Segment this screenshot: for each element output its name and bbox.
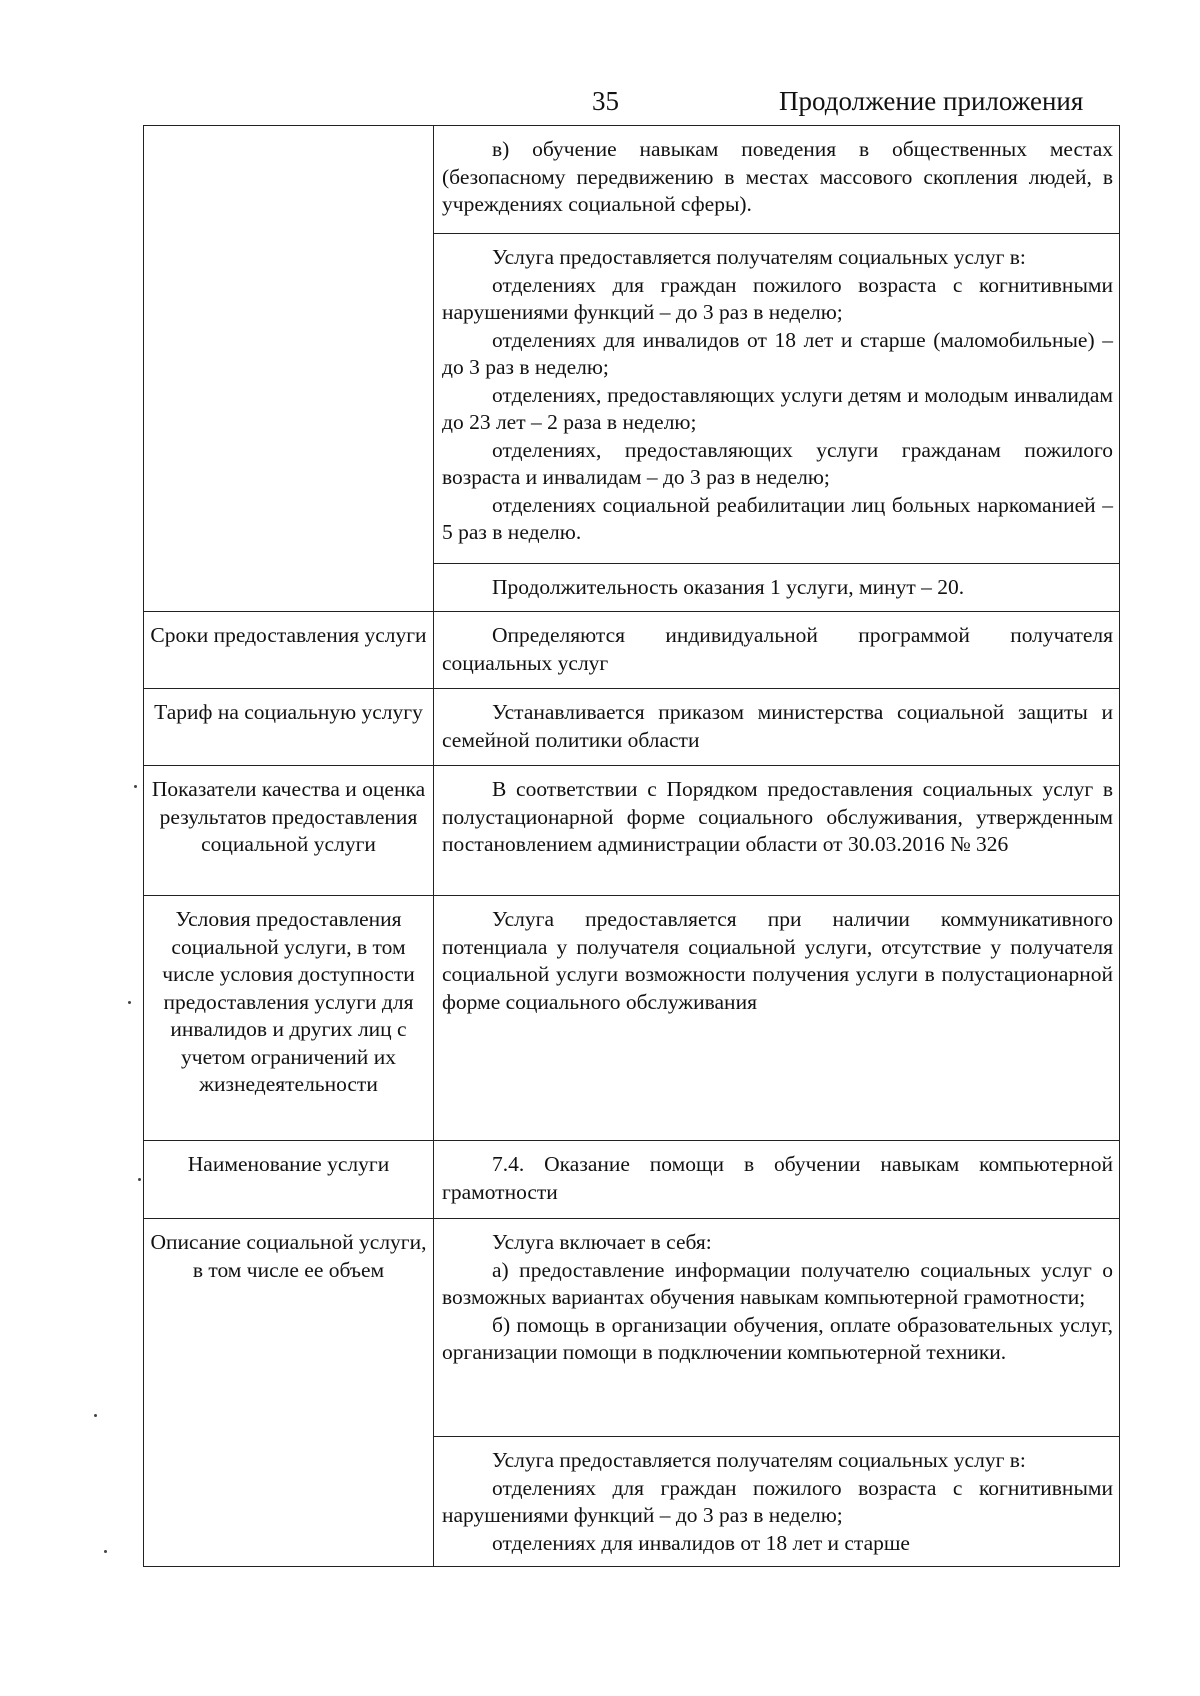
scan-speck bbox=[134, 785, 137, 788]
label-cell-empty bbox=[144, 126, 434, 612]
table-row bbox=[144, 766, 1120, 896]
table-row bbox=[144, 689, 1120, 766]
paragraph: отделениях социальной реабилитации лиц больных наркоманией – 5 раз в неделю. bbox=[442, 492, 1113, 544]
row-value: Услуга предоставляется при наличии коммуникативного потенциала у получателя социальной услуги, отсутствие у получателя социальной услуги возможности получения услуги в полустационарной форме социального обслуживания bbox=[442, 907, 1113, 1014]
row-value: Устанавливается приказом министерства социальной защиты и семейной политики области bbox=[442, 700, 1113, 752]
paragraph: отделениях, предоставляющих услуги детям и молодым инвалидам до 23 лет – 2 раза в неделю; bbox=[442, 382, 1113, 434]
paragraph: Услуга предоставляется получателям социальных услуг в: bbox=[492, 245, 1026, 269]
label-cell bbox=[144, 896, 434, 1141]
table-row bbox=[144, 126, 1120, 234]
value-cell bbox=[434, 612, 1120, 689]
value-cell bbox=[434, 1141, 1120, 1219]
services-table bbox=[143, 125, 1120, 1567]
row-label: Тариф на социальную услугу bbox=[154, 700, 423, 724]
row-value: В соответствии с Порядком предоставления социальных услуг в полустационарной форме социального обслуживания, утвержденным постановлением администрации области от 30.03.2016 № 326 bbox=[442, 777, 1113, 856]
paragraph: Услуга предоставляется получателям социальных услуг в: bbox=[492, 1448, 1026, 1472]
value-cell bbox=[434, 234, 1120, 564]
page-number: 35 bbox=[592, 86, 619, 116]
paragraph: Услуга включает в себя: bbox=[492, 1230, 712, 1254]
value-cell bbox=[434, 689, 1120, 766]
table-row bbox=[144, 896, 1120, 1141]
scan-speck bbox=[94, 1414, 97, 1417]
value-cell bbox=[434, 1219, 1120, 1437]
value-cell bbox=[434, 896, 1120, 1141]
label-cell bbox=[144, 689, 434, 766]
paragraph: в) обучение навыкам поведения в общественных местах (безопасному передвижению в местах массового скопления людей, в учреждениях социальной сферы). bbox=[442, 137, 1113, 216]
label-cell-description bbox=[144, 1219, 434, 1567]
row-label: Сроки предоставления услуги bbox=[150, 623, 427, 647]
page-continuation-label: Продолжение приложения bbox=[779, 86, 1084, 116]
paragraph: отделениях для инвалидов от 18 лет и старше (маломобильные) – до 3 раз в неделю; bbox=[442, 327, 1113, 379]
label-cell bbox=[144, 612, 434, 689]
paragraph: Продолжительность оказания 1 услуги, минут – 20. bbox=[492, 575, 965, 599]
scan-speck bbox=[138, 1178, 141, 1181]
scan-speck bbox=[128, 1001, 131, 1004]
value-cell bbox=[434, 766, 1120, 896]
paragraph: отделениях для инвалидов от 18 лет и старше bbox=[492, 1530, 910, 1555]
value-cell bbox=[434, 126, 1120, 234]
table-row bbox=[144, 1141, 1120, 1219]
value-cell bbox=[434, 564, 1120, 612]
label-cell bbox=[144, 1141, 434, 1219]
table-row bbox=[144, 1219, 1120, 1437]
row-label: Показатели качества и оценка результатов предоставления социальной услуги bbox=[151, 777, 426, 856]
paragraph: отделениях для граждан пожилого возраста с когнитивными нарушениями функций – до 3 раз в неделю; bbox=[442, 1475, 1113, 1527]
paragraph: отделениях, предоставляющих услуги гражданам пожилого возраста и инвалидам – до 3 раз в неделю; bbox=[442, 437, 1113, 489]
paragraph: отделениях для граждан пожилого возраста с когнитивными нарушениями функций – до 3 раз в неделю; bbox=[442, 272, 1113, 324]
label-cell bbox=[144, 766, 434, 896]
row-value: Определяются индивидуальной программой получателя социальных услуг bbox=[442, 623, 1113, 675]
value-cell bbox=[434, 1437, 1120, 1567]
scan-speck bbox=[104, 1550, 107, 1553]
row-label: Описание социальной услуги, в том числе ее объем bbox=[150, 1230, 427, 1282]
row-label: Наименование услуги bbox=[187, 1152, 390, 1176]
paragraph: б) помощь в организации обучения, оплате образовательных услуг, организации помощи в подключении компьютерной техники. bbox=[442, 1312, 1113, 1364]
paragraph: а) предоставление информации получателю социальных услуг о возможных вариантах обучения навыкам компьютерной грамотности; bbox=[442, 1257, 1113, 1309]
row-label: Условия предоставления социальной услуги, в том числе условия доступности предоставления услуги для инвалидов и других лиц с учетом ограничений их жизнедеятельности bbox=[162, 907, 415, 1096]
row-value: 7.4. Оказание помощи в обучении навыкам компьютерной грамотности bbox=[442, 1152, 1113, 1204]
table-row bbox=[144, 612, 1120, 689]
